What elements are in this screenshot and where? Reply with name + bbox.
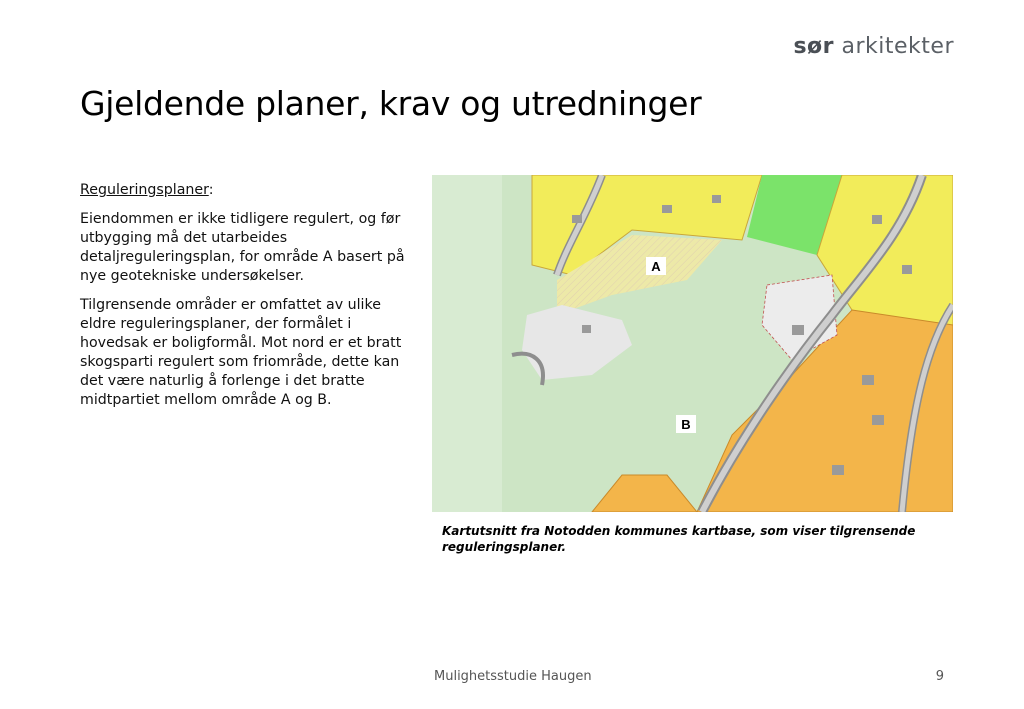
map-caption: Kartutsnitt fra Notodden kommunes kartbase, som viser tilgrensende reguleringsplaner. <box>442 524 916 554</box>
page-title: Gjeldende planer, krav og utredninger <box>80 84 702 123</box>
body-text <box>80 181 410 420</box>
page-number: 9 <box>935 669 944 684</box>
section-heading <box>80 181 410 200</box>
zoning-map <box>432 175 953 512</box>
logo-rest: arkitekter <box>834 34 954 59</box>
section-heading-suffix: : <box>208 182 214 198</box>
map-label-a: A <box>651 259 661 274</box>
logo-brand: sør <box>793 34 835 59</box>
company-logo <box>793 34 954 59</box>
paragraph-1: Eiendommen er ikke tidligere regulert, og før utbygging må det utarbeides detaljreguleringsplan, for område A basert på nye geotekniske undersøkelser. <box>80 211 405 284</box>
zoning-map-graphic <box>432 175 953 512</box>
section-heading-text: Reguleringsplaner <box>80 182 209 198</box>
paragraph-2: Tilgrensende områder er omfattet av ulike eldre reguleringsplaner, der formålet i hovedsak er boligformål. Mot nord er et bratt skogsparti regulert som friområde, dette kan det være naturlig å forlenge i det bratte midtpartiet mellom område A og B. <box>80 297 402 408</box>
footer-document-title: Mulighetsstudie Haugen <box>434 669 592 684</box>
map-label-b: B <box>681 417 691 432</box>
